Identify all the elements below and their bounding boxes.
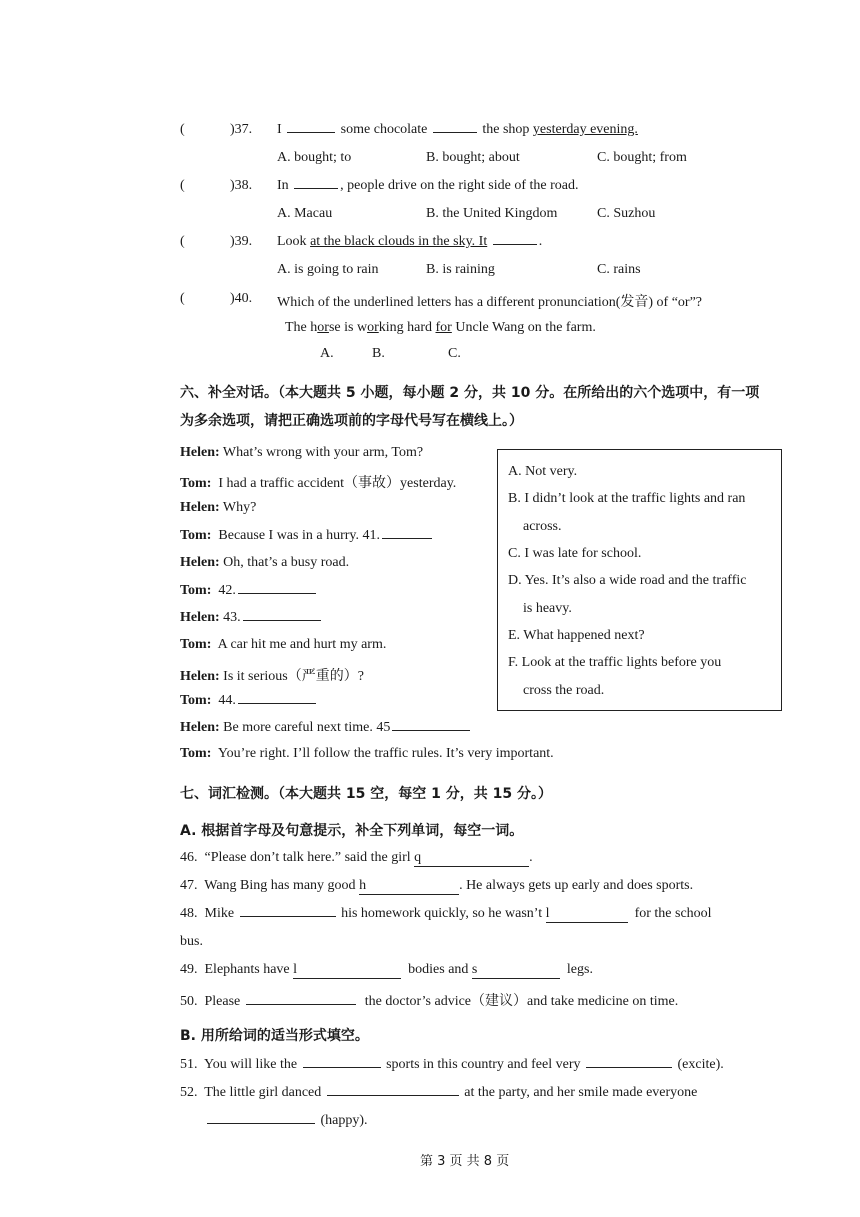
q49-blank-1[interactable]: l xyxy=(293,962,401,979)
option-item: across. xyxy=(523,519,562,534)
q40-num: )40. xyxy=(230,291,253,306)
q40-sentence: The horse is working hard for Uncle Wang on the farm. xyxy=(285,320,596,335)
q49-blank-2[interactable]: s xyxy=(472,962,560,979)
section7-part-b: B. 用所给词的适当形式填空。 xyxy=(180,1028,369,1044)
option-item: D. Yes. It’s also a wide road and the traffic xyxy=(508,573,747,588)
q51-blank-1[interactable] xyxy=(303,1066,381,1068)
q48-blank-1[interactable] xyxy=(240,915,336,917)
q50: 50. Please the doctor’s advice（建议）and take medicine on time. xyxy=(180,994,679,1009)
q38-num: )38. xyxy=(230,178,253,193)
q40-paren: ( xyxy=(180,291,185,306)
dialog-line: Tom: 44. xyxy=(180,693,318,709)
q39-stem: Look at the black clouds in the sky. It . xyxy=(277,234,543,249)
q38-option-c[interactable]: C. Suzhou xyxy=(597,206,656,221)
option-item: E. What happened next? xyxy=(508,628,645,643)
dialog-line: Helen: What’s wrong with your arm, Tom? xyxy=(180,445,424,460)
q50-blank[interactable] xyxy=(246,1003,356,1005)
section7-part-a: A. 根据首字母及句意提示，补全下列单词，每空一词。 xyxy=(180,823,524,839)
q40-option-b[interactable]: B. xyxy=(372,346,385,361)
q52: 52. The little girl danced at the party, and her smile made everyone xyxy=(180,1085,698,1100)
q37-paren: ( xyxy=(180,122,185,137)
q37-num: )37. xyxy=(230,122,253,137)
dialog-line: Tom: You’re right. I’ll follow the traffic rules. It’s very important. xyxy=(180,746,554,761)
q39-option-b[interactable]: B. is raining xyxy=(426,262,495,277)
option-item: is heavy. xyxy=(523,601,572,616)
q48: 48. Mike his homework quickly, so he wasn’t l for the school xyxy=(180,906,712,921)
q39-paren: ( xyxy=(180,234,185,249)
dialog-line: Tom: 42. xyxy=(180,583,318,599)
q37-option-a[interactable]: A. bought; to xyxy=(277,150,352,165)
q48-blank-2[interactable]: l xyxy=(546,906,628,923)
q48-cont: bus. xyxy=(180,934,203,949)
dialog-line: Tom: I had a traffic accident（事故）yesterday. xyxy=(180,476,457,491)
option-item: F. Look at the traffic lights before you xyxy=(508,655,722,670)
dialog-line: Tom: Because I was in a hurry. 41. xyxy=(180,528,434,544)
q47: 47. Wang Bing has many good h . He always gets up early and does sports. xyxy=(180,878,694,893)
q52-cont: (happy). xyxy=(205,1113,368,1129)
q39-option-c[interactable]: C. rains xyxy=(597,262,641,277)
q38-option-b[interactable]: B. the United Kingdom xyxy=(426,206,558,221)
option-item: cross the road. xyxy=(523,683,605,698)
dialog-line: Helen: Is it serious（严重的）? xyxy=(180,669,364,684)
dialog-line: Helen: 43. xyxy=(180,610,323,626)
dialog-line: Tom: A car hit me and hurt my arm. xyxy=(180,637,387,652)
section6-title-line2: 为多余选项，请把正确选项前的字母代号写在横线上。） xyxy=(180,413,523,429)
dialog-line: Helen: Oh, that’s a busy road. xyxy=(180,555,350,570)
dialog-line: Helen: Be more careful next time. 45 xyxy=(180,720,472,736)
q51: 51. You will like the sports in this country and feel very (excite). xyxy=(180,1057,724,1072)
dialog-line: Helen: Why? xyxy=(180,500,257,515)
q49: 49. Elephants have l bodies and s legs. xyxy=(180,962,593,977)
q40-option-a[interactable]: A. xyxy=(320,346,334,361)
q47-blank[interactable]: h xyxy=(359,878,459,895)
q38-stem: In , people drive on the right side of the road. xyxy=(277,178,579,193)
q39-option-a[interactable]: A. is going to rain xyxy=(277,262,379,277)
q37-option-c[interactable]: C. bought; from xyxy=(597,150,687,165)
q38-paren: ( xyxy=(180,178,185,193)
page-footer: 第 3 页 共 8 页 xyxy=(420,1154,510,1169)
q46: 46. “Please don’t talk here.” said the girl q . xyxy=(180,850,533,865)
section6-title-line1: 六、补全对话。（本大题共 5 小题，每小题 2 分，共 10 分。在所给出的六个选项中，有一项 xyxy=(180,385,760,401)
option-item: B. I didn’t look at the traffic lights and ran xyxy=(508,491,746,506)
q37-option-b[interactable]: B. bought; about xyxy=(426,150,520,165)
q52-blank-2[interactable] xyxy=(207,1122,315,1124)
q40-option-c[interactable]: C. xyxy=(448,346,461,361)
q39-num: )39. xyxy=(230,234,253,249)
option-item: C. I was late for school. xyxy=(508,546,642,561)
q52-blank-1[interactable] xyxy=(327,1094,459,1096)
q37-stem: I some chocolate the shop yesterday evening. xyxy=(277,122,638,137)
options-box xyxy=(497,449,782,711)
q51-blank-2[interactable] xyxy=(586,1066,672,1068)
q38-option-a[interactable]: A. Macau xyxy=(277,206,333,221)
q46-blank[interactable]: q xyxy=(414,850,529,867)
section7-title: 七、词汇检测。（本大题共 15 空，每空 1 分，共 15 分。） xyxy=(180,786,552,802)
q40-stem: Which of the underlined letters has a different pronunciation(发音) of “or”? xyxy=(277,295,703,310)
option-item: A. Not very. xyxy=(508,464,578,479)
